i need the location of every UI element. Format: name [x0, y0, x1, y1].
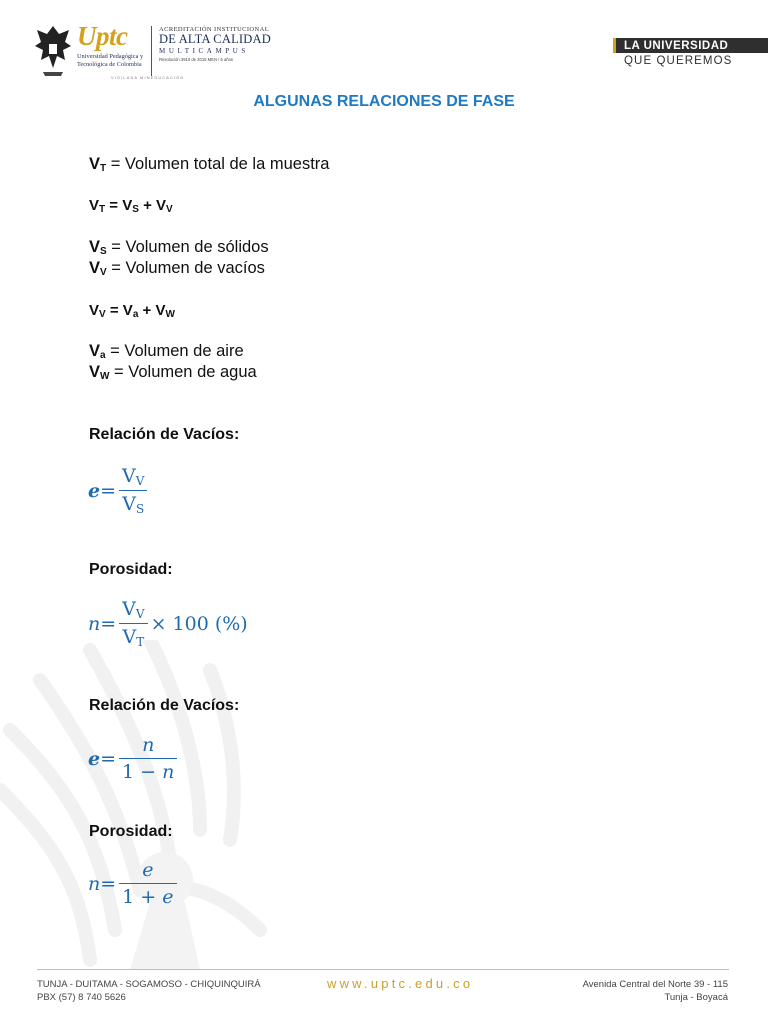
formula-porosity-from-void-ratio — [88, 859, 180, 908]
heading-porosity-1: Porosidad: — [89, 561, 173, 578]
fraction — [119, 859, 176, 908]
symbol: V — [89, 238, 101, 256]
numerator: V — [122, 465, 136, 487]
definition-text: = Volumen de aire — [105, 342, 244, 360]
eq-term2-sub: W — [165, 309, 175, 320]
denominator: V — [122, 626, 137, 648]
footer-divider — [37, 969, 729, 970]
header-divider — [151, 26, 152, 76]
denominator-var: n — [162, 761, 175, 783]
page-title: ALGUNAS RELACIONES DE FASE — [253, 93, 515, 110]
eagle-watermark-icon — [0, 640, 340, 980]
denominator-const: 1 + — [122, 886, 163, 908]
definition-text: = Volumen total de la muestra — [106, 155, 330, 173]
formula-void-ratio-from-porosity — [88, 734, 180, 783]
numerator: V — [122, 598, 136, 620]
symbol: V — [89, 342, 101, 360]
heading-void-ratio-2: Relación de Vacíos: — [89, 697, 240, 714]
symbol: V — [89, 363, 101, 381]
slogan-line2: QUE QUEREMOS — [624, 55, 733, 67]
definition-vs — [89, 238, 269, 257]
denominator: V — [122, 493, 136, 515]
eq-sign: = — [105, 302, 123, 319]
formula-eq: = — [100, 747, 117, 770]
accreditation-line2: DE ALTA CALIDAD — [159, 32, 271, 46]
definition-vw — [89, 363, 257, 382]
numerator: e — [119, 859, 176, 884]
symbol-sub: S — [100, 246, 107, 257]
formula-eq: = — [100, 612, 117, 635]
equation-vt — [89, 197, 173, 215]
eq-lhs: V — [89, 197, 100, 214]
accreditation-line3: MULTICAMPUS — [159, 47, 249, 55]
definition-vv — [89, 259, 265, 278]
eq-plus: + — [138, 197, 157, 214]
symbol-sub: W — [100, 371, 110, 382]
vigilada-label: VIGILADA MINEDUCACIÓN — [111, 76, 185, 80]
accreditation-line4: Resolución 3910 de 2015 MEN / 6 años — [159, 57, 234, 62]
numerator: n — [119, 734, 177, 759]
footer-street: Avenida Central del Norte 39 - 115 — [582, 979, 728, 990]
formula-lhs: n — [88, 612, 101, 635]
eq-lhs-sub: T — [99, 204, 106, 215]
formula-lhs: n — [88, 872, 101, 895]
eq-term2: V — [156, 197, 167, 214]
symbol: V — [89, 155, 101, 173]
formula-lhs: e — [88, 747, 101, 770]
eq-sign: = — [105, 197, 123, 214]
symbol-sub: T — [100, 163, 107, 174]
numerator-sub: V — [135, 474, 145, 488]
eq-lhs-sub: V — [99, 309, 106, 320]
denominator-const: 1 − — [122, 761, 163, 783]
footer-address — [583, 978, 728, 1004]
symbol-sub: V — [100, 267, 107, 278]
accreditation-line1: ACREDITACIÓN INSTITUCIONAL — [159, 26, 270, 33]
definition-va — [89, 342, 244, 361]
formula-tail: × 100 (%) — [150, 612, 248, 635]
footer-phone: PBX (57) 8 740 5626 — [37, 992, 126, 1003]
eq-lhs: V — [89, 302, 100, 319]
eq-plus: + — [138, 302, 156, 319]
denominator-var: e — [162, 886, 174, 908]
slogan-line1: LA UNIVERSIDAD — [613, 38, 768, 53]
formula-porosity — [88, 598, 248, 649]
equation-vv — [89, 302, 175, 320]
symbol: V — [89, 259, 101, 277]
denominator-sub: T — [136, 635, 145, 649]
heading-void-ratio-1: Relación de Vacíos: — [89, 426, 240, 443]
formula-eq: = — [100, 872, 117, 895]
fraction — [119, 465, 147, 516]
brand-subtitle: Universidad Pedagógica y Tecnológica de Colombia — [77, 53, 144, 68]
formula-lhs: e — [88, 479, 101, 502]
eq-term1-sub: a — [132, 309, 139, 320]
accreditation-block — [159, 26, 279, 62]
denominator-sub: S — [135, 502, 145, 516]
eq-term1: V — [122, 197, 133, 214]
fraction — [119, 598, 147, 649]
footer-city: Tunja - Boyacá — [664, 992, 728, 1003]
eq-term2-sub: V — [166, 204, 173, 215]
formula-eq: = — [100, 479, 117, 502]
definition-text: = Volumen de sólidos — [106, 238, 269, 256]
brand-name: Uptc — [77, 21, 128, 51]
fraction — [119, 734, 177, 783]
footer-website-link[interactable]: www.uptc.edu.co — [327, 976, 474, 991]
definition-vt — [89, 155, 329, 174]
eq-term1: V — [122, 302, 133, 319]
coat-of-arms-icon — [33, 24, 73, 78]
definition-text: = Volumen de vacíos — [106, 259, 265, 277]
eq-term1-sub: S — [132, 204, 139, 215]
heading-porosity-2: Porosidad: — [89, 823, 173, 840]
footer-campuses — [37, 978, 261, 1004]
numerator-sub: V — [135, 607, 145, 621]
formula-void-ratio — [88, 465, 150, 516]
definition-text: = Volumen de agua — [109, 363, 257, 381]
slogan-block — [613, 38, 768, 67]
eq-term2: V — [155, 302, 166, 319]
footer-cities: TUNJA - DUITAMA - SOGAMOSO - CHIQUINQUIRÁ — [37, 979, 261, 990]
symbol-sub: a — [100, 350, 106, 361]
